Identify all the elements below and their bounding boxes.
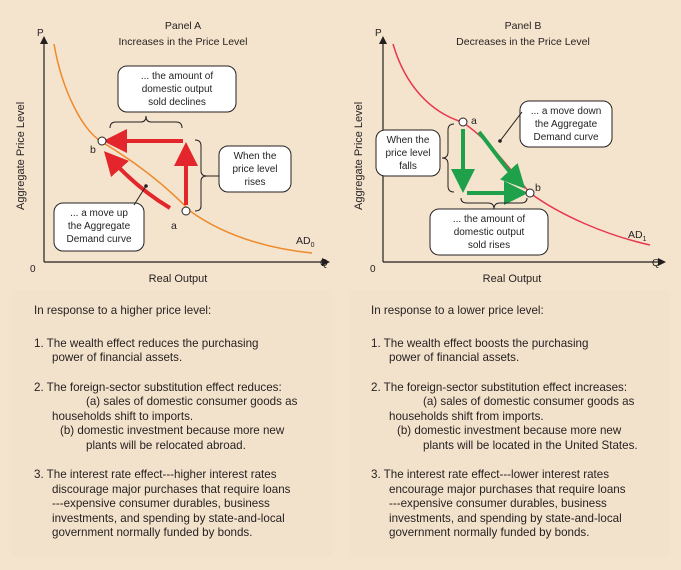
panel-b-callout-right-dot: [498, 139, 502, 143]
panel-b-y-axis-label: Aggregate Price Level: [353, 101, 365, 210]
panel-a-x-axis-label: Real Output: [148, 273, 208, 285]
panel-b-callout-right-2: the Aggregate: [534, 119, 598, 130]
panel-b-callout-left-3: falls: [399, 161, 417, 172]
panel-a-callout-right-1: When the: [233, 151, 277, 162]
panel-b-explanation: [349, 290, 669, 557]
panel-a-item-2-line-3: households shift to imports.: [52, 409, 194, 423]
panel-b-callout-left-1: When the: [386, 135, 430, 146]
panel-a-subtitle: Increases in the Price Level: [118, 36, 248, 48]
panel-b-item-3-line-1: 3. The interest rate effect---lower interest rates: [371, 468, 609, 481]
panel-b-subtitle: Decreases in the Price Level: [456, 36, 590, 48]
panel-a-item-3-line-3: ---expensive consumer durables, business: [52, 497, 270, 510]
panel-b-point-b: [526, 189, 534, 197]
panel-b-item-1-line-1: 1. The wealth effect boosts the purchasing: [371, 336, 589, 350]
panel-a-x-letter: Q: [320, 258, 328, 269]
panel-b-item-1-line-2: power of financial assets.: [389, 351, 520, 364]
panel-b-point-a: [459, 118, 467, 126]
panel-b-callout-right-3: Demand curve: [533, 132, 599, 143]
panel-b-y-letter: P: [375, 28, 382, 39]
panel-b-callout-bottom-3: sold rises: [467, 240, 511, 251]
panel-a-item-3-line-5: government normally funded by bonds.: [52, 526, 253, 539]
panel-a-callout-top-1: ... the amount of: [140, 71, 214, 82]
panel-b-item-2-line-2: (a) sales of domestic consumer goods as: [423, 395, 635, 408]
panel-a-label-b: b: [90, 144, 96, 156]
panel-b-label-b: b: [535, 182, 541, 194]
panel-a-curve-label: $AD_0$: [296, 235, 315, 249]
panel-b-item-3: [371, 468, 659, 541]
panel-a-item-2: [34, 381, 322, 454]
panel-a-y-axis-label: Aggregate Price Level: [15, 101, 27, 210]
panel-a-item-3-line-2: discourage major purchases that require loans: [52, 482, 291, 496]
panel-a-item-2-line-5: plants will be relocated abroad.: [86, 438, 246, 452]
panel-a-callout-right-2: price level: [232, 164, 278, 175]
panel-b-brace-left: [442, 124, 454, 192]
panel-a-callout-bottom-3: Demand curve: [66, 234, 132, 245]
panel-a-graph: [0, 0, 340, 290]
panel-a-point-a: [182, 207, 190, 215]
panel-a-point-b: [98, 137, 106, 145]
panel-a-brace-top: [110, 116, 182, 128]
panel-b-item-2-line-3: households shift from imports.: [389, 409, 544, 423]
panel-a-callout-top-3: sold declines: [148, 97, 206, 108]
panel-b-item-3-line-5: government normally funded by bonds.: [389, 526, 590, 539]
panel-a-item-1-line-2: power of financial assets.: [52, 351, 183, 364]
panel-b-item-2-line-4: (b) domestic investment because more new: [397, 424, 622, 437]
panel-a-callout-bottom-dot: [144, 184, 148, 188]
panel-b-intro: In response to a lower price level:: [371, 304, 544, 317]
panel-a-item-3-line-4: investments, and spending by state-and-local: [52, 511, 285, 525]
panel-b-item-3-line-3: ---expensive consumer durables, business: [389, 497, 607, 510]
panel-a-callout-bottom-1: ... a move up: [70, 208, 128, 219]
panel-b-x-axis-label: Real Output: [482, 273, 542, 285]
panel-b-arrow-along-curve: [479, 132, 517, 180]
panel-b-item-3-line-4: investments, and spending by state-and-local: [389, 511, 622, 525]
panel-a-origin: 0: [30, 264, 36, 275]
panel-b-origin: 0: [370, 264, 376, 275]
panel-b-callout-right-1: ... a move down: [530, 106, 602, 117]
panel-a-item-3: [34, 468, 322, 541]
panel-a-item-1-line-1: 1. The wealth effect reduces the purchasing: [34, 336, 259, 350]
panel-b-callout-right-pointer: [500, 112, 522, 141]
panel-b-item-2-line-5: plants will be located in the United States.: [423, 438, 638, 452]
panel-b-brace-bottom: [461, 198, 527, 209]
panel-b-callout-bottom-1: ... the amount of: [452, 214, 526, 225]
panel-a-item-2-line-2: (a) sales of domestic consumer goods as: [86, 395, 298, 408]
panel-a-callout-right-3: rises: [244, 177, 266, 188]
panel-b-x-letter: Q: [652, 258, 660, 269]
panel-b-label-a: a: [471, 115, 477, 127]
panel-b-item-3-line-2: encourage major purchases that require loans: [389, 482, 626, 496]
panel-b-title: Panel B: [504, 20, 542, 32]
panel-a-callout-top-2: domestic output: [141, 84, 213, 95]
panel-b-graph: [340, 0, 681, 290]
panel-a-label-a: a: [171, 220, 177, 232]
panel-b-callout-bottom-2: domestic output: [453, 227, 525, 238]
panel-b-item-2-line-1: 2. The foreign-sector substitution effect increases:: [371, 380, 628, 394]
panel-b-item-2: [371, 381, 659, 454]
panel-a-intro: In response to a higher price level:: [34, 304, 212, 317]
panel-a-title: Panel A: [164, 20, 202, 32]
panel-a-y-letter: P: [37, 28, 44, 39]
panel-b-callout-left-2: price level: [385, 148, 431, 159]
panel-a-item-2-line-4: (b) domestic investment because more new: [60, 424, 285, 437]
panel-a-item-2-line-1: 2. The foreign-sector substitution effect reduces:: [34, 380, 282, 394]
panel-a-callout-bottom-2: the Aggregate: [67, 221, 131, 232]
panel-b-curve-label: $AD_1$: [628, 229, 647, 243]
panel-a-item-3-line-1: 3. The interest rate effect---higher interest rates: [34, 468, 277, 481]
panel-a-explanation: [12, 290, 332, 557]
panel-b-item-1: [371, 337, 659, 366]
panel-a-brace-right: [195, 140, 207, 211]
panel-a-item-1: [34, 337, 322, 366]
